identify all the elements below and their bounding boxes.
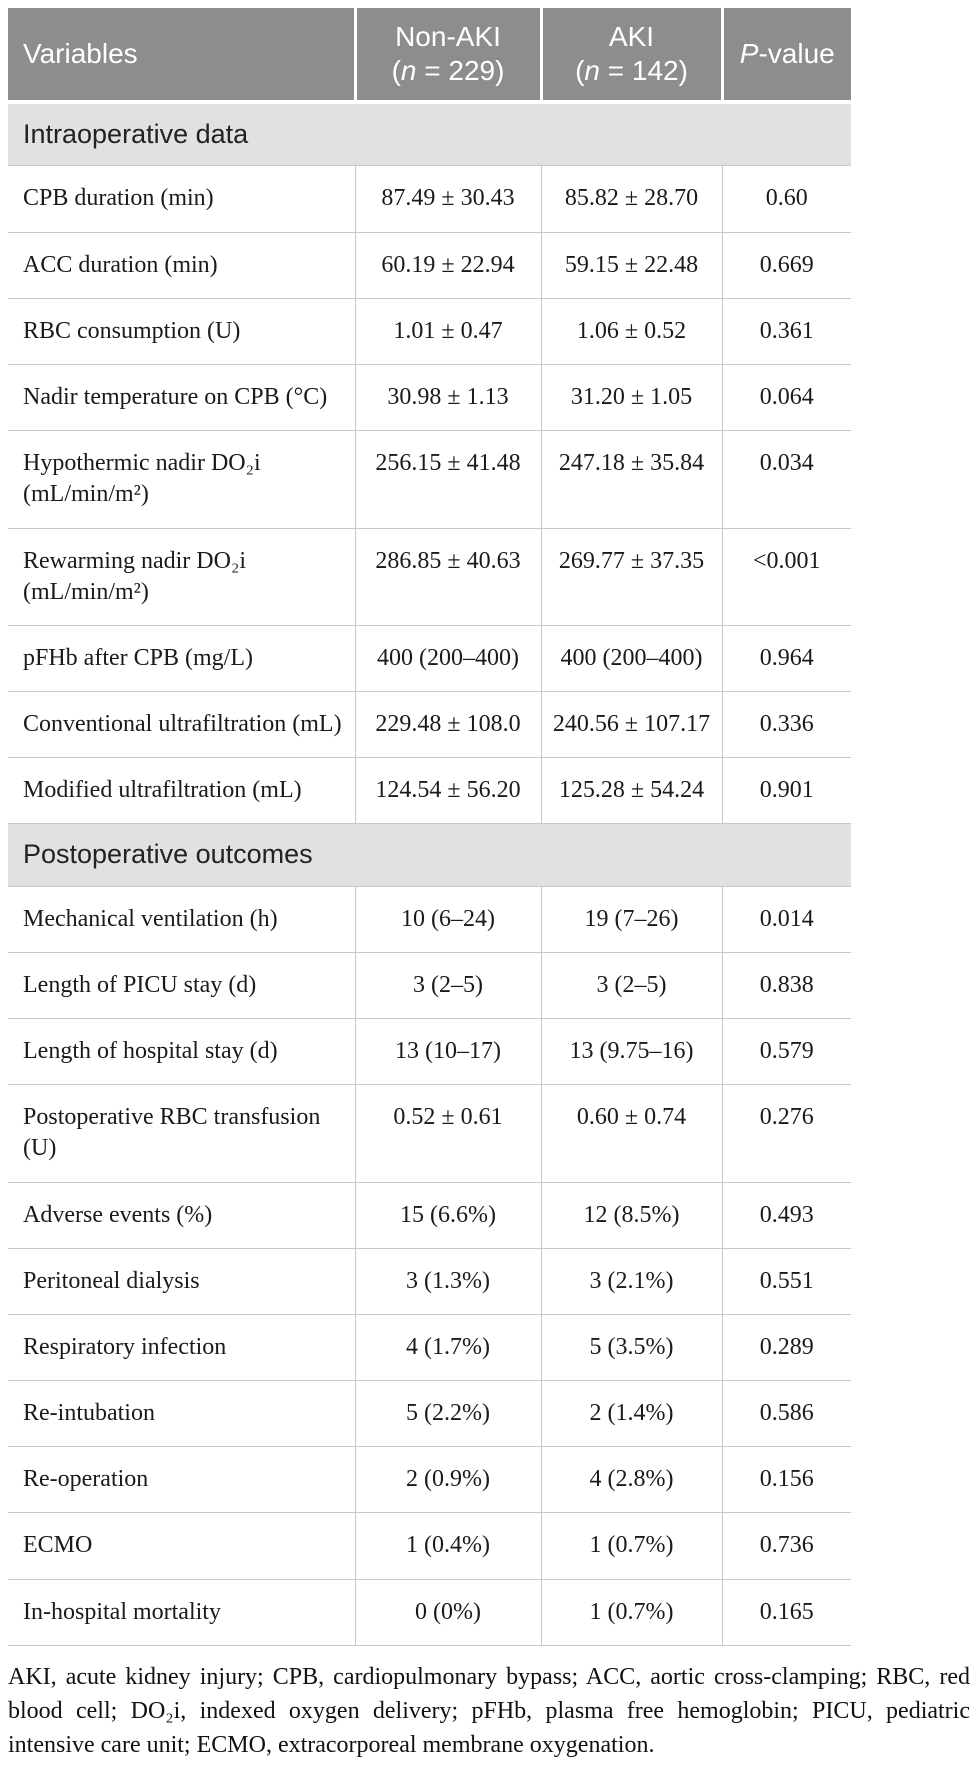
nonaki-value-cell: 10 (6–24) xyxy=(355,886,541,952)
table-row xyxy=(8,886,851,952)
pvalue-cell: <0.001 xyxy=(722,528,851,625)
aki-value-cell: 2 (1.4%) xyxy=(541,1381,722,1447)
header-nonaki-name: Non-AKI xyxy=(395,21,501,52)
pvalue-cell: 0.669 xyxy=(722,232,851,298)
table-row xyxy=(8,364,851,430)
nonaki-value-cell: 229.48 ± 108.0 xyxy=(355,692,541,758)
nonaki-value-cell: 3 (2–5) xyxy=(355,952,541,1018)
pvalue-cell: 0.60 xyxy=(722,166,851,232)
table-row xyxy=(8,1018,851,1084)
variable-cell: Re-operation xyxy=(8,1447,355,1513)
aki-value-cell: 1 (0.7%) xyxy=(541,1513,722,1579)
aki-value-cell: 85.82 ± 28.70 xyxy=(541,166,722,232)
nonaki-value-cell: 4 (1.7%) xyxy=(355,1314,541,1380)
nonaki-value-cell: 0.52 ± 0.61 xyxy=(355,1085,541,1182)
nonaki-value-cell: 0 (0%) xyxy=(355,1579,541,1645)
header-variables-label: Variables xyxy=(23,38,138,70)
nonaki-value-cell: 60.19 ± 22.94 xyxy=(355,232,541,298)
variable-cell: Rewarming nadir DO₂i (mL/min/m²) xyxy=(8,528,355,625)
aki-value-cell: 240.56 ± 107.17 xyxy=(541,692,722,758)
pvalue-cell: 0.336 xyxy=(722,692,851,758)
nonaki-value-cell: 13 (10–17) xyxy=(355,1018,541,1084)
nonaki-value-cell: 1 (0.4%) xyxy=(355,1513,541,1579)
variable-cell: ACC duration (min) xyxy=(8,232,355,298)
variable-cell: In-hospital mortality xyxy=(8,1579,355,1645)
pvalue-cell: 0.579 xyxy=(722,1018,851,1084)
aki-value-cell: 12 (8.5%) xyxy=(541,1182,722,1248)
n-italic: n xyxy=(584,55,600,87)
table-row xyxy=(8,298,851,364)
table-row xyxy=(8,1182,851,1248)
pvalue-cell: 0.838 xyxy=(722,952,851,1018)
variable-cell: ECMO xyxy=(8,1513,355,1579)
pvalue-cell: 0.289 xyxy=(722,1314,851,1380)
aki-value-cell: 4 (2.8%) xyxy=(541,1447,722,1513)
paren-open: ( xyxy=(391,55,401,87)
aki-value-cell: 3 (2–5) xyxy=(541,952,722,1018)
nonaki-value-cell: 87.49 ± 30.43 xyxy=(355,166,541,232)
paren-open: ( xyxy=(575,55,585,87)
table-body xyxy=(8,102,851,1645)
variable-cell: Respiratory infection xyxy=(8,1314,355,1380)
variable-cell: CPB duration (min) xyxy=(8,166,355,232)
section-title: Postoperative outcomes xyxy=(8,824,851,886)
table-row xyxy=(8,1381,851,1447)
nonaki-value-cell: 124.54 ± 56.20 xyxy=(355,758,541,824)
variable-cell: pFHb after CPB (mg/L) xyxy=(8,625,355,691)
header-aki xyxy=(541,8,722,102)
nonaki-value-cell: 256.15 ± 41.48 xyxy=(355,431,541,528)
variable-cell: Hypothermic nadir DO₂i (mL/min/m²) xyxy=(8,431,355,528)
header-aki-name: AKI xyxy=(608,21,655,52)
header-nonaki-n xyxy=(365,54,532,88)
table-row xyxy=(8,1513,851,1579)
variable-cell: Length of PICU stay (d) xyxy=(8,952,355,1018)
pvalue-cell: 0.156 xyxy=(722,1447,851,1513)
variable-cell: Adverse events (%) xyxy=(8,1182,355,1248)
variable-cell: Re-intubation xyxy=(8,1381,355,1447)
variable-cell: Conventional ultrafiltration (mL) xyxy=(8,692,355,758)
pvalue-cell: 0.276 xyxy=(722,1085,851,1182)
n-count: = 229) xyxy=(416,55,505,87)
section-title: Intraoperative data xyxy=(8,102,851,166)
table-row xyxy=(8,1248,851,1314)
pvalue-cell: 0.493 xyxy=(722,1182,851,1248)
section-header-row xyxy=(8,824,851,886)
table-row xyxy=(8,528,851,625)
nonaki-value-cell: 2 (0.9%) xyxy=(355,1447,541,1513)
aki-value-cell: 0.60 ± 0.74 xyxy=(541,1085,722,1182)
header-nonaki xyxy=(355,8,541,102)
table-row xyxy=(8,1314,851,1380)
pvalue-cell: 0.736 xyxy=(722,1513,851,1579)
pvalue-cell: 0.014 xyxy=(722,886,851,952)
pvalue-cell: 0.964 xyxy=(722,625,851,691)
pvalue-cell: 0.034 xyxy=(722,431,851,528)
table-row xyxy=(8,1447,851,1513)
n-count: = 142) xyxy=(599,55,688,87)
p-italic: P xyxy=(739,38,759,70)
variable-cell: RBC consumption (U) xyxy=(8,298,355,364)
pvalue-cell: 0.586 xyxy=(722,1381,851,1447)
aki-value-cell: 125.28 ± 54.24 xyxy=(541,758,722,824)
variable-cell: Mechanical ventilation (h) xyxy=(8,886,355,952)
aki-value-cell: 59.15 ± 22.48 xyxy=(541,232,722,298)
aki-value-cell: 3 (2.1%) xyxy=(541,1248,722,1314)
aki-value-cell: 1 (0.7%) xyxy=(541,1579,722,1645)
variable-cell: Length of hospital stay (d) xyxy=(8,1018,355,1084)
aki-value-cell: 400 (200–400) xyxy=(541,625,722,691)
table-row xyxy=(8,166,851,232)
nonaki-value-cell: 1.01 ± 0.47 xyxy=(355,298,541,364)
aki-value-cell: 5 (3.5%) xyxy=(541,1314,722,1380)
n-italic: n xyxy=(400,55,417,87)
nonaki-value-cell: 286.85 ± 40.63 xyxy=(355,528,541,625)
pvalue-cell: 0.361 xyxy=(722,298,851,364)
aki-value-cell: 31.20 ± 1.05 xyxy=(541,364,722,430)
aki-value-cell: 19 (7–26) xyxy=(541,886,722,952)
header-pvalue xyxy=(722,8,851,102)
variable-cell: Nadir temperature on CPB (°C) xyxy=(8,364,355,430)
table-row xyxy=(8,232,851,298)
table-row xyxy=(8,1085,851,1182)
nonaki-value-cell: 3 (1.3%) xyxy=(355,1248,541,1314)
header-aki-n xyxy=(551,54,713,88)
clinical-outcomes-table xyxy=(8,8,851,1646)
table-row xyxy=(8,431,851,528)
aki-value-cell: 269.77 ± 37.35 xyxy=(541,528,722,625)
pvalue-cell: 0.551 xyxy=(722,1248,851,1314)
section-header-row xyxy=(8,102,851,166)
aki-value-cell: 13 (9.75–16) xyxy=(541,1018,722,1084)
table-row xyxy=(8,625,851,691)
table-row xyxy=(8,758,851,824)
nonaki-value-cell: 5 (2.2%) xyxy=(355,1381,541,1447)
table-row xyxy=(8,1579,851,1645)
p-rest: -value xyxy=(758,38,835,70)
variable-cell: Peritoneal dialysis xyxy=(8,1248,355,1314)
aki-value-cell: 247.18 ± 35.84 xyxy=(541,431,722,528)
variable-cell: Postoperative RBC transfusion (U) xyxy=(8,1085,355,1182)
table-row xyxy=(8,952,851,1018)
table-header-row xyxy=(8,8,851,102)
header-variables xyxy=(8,8,355,102)
pvalue-cell: 0.165 xyxy=(722,1579,851,1645)
aki-value-cell: 1.06 ± 0.52 xyxy=(541,298,722,364)
pvalue-cell: 0.901 xyxy=(722,758,851,824)
nonaki-value-cell: 400 (200–400) xyxy=(355,625,541,691)
pvalue-cell: 0.064 xyxy=(722,364,851,430)
nonaki-value-cell: 30.98 ± 1.13 xyxy=(355,364,541,430)
table-footnote: AKI, acute kidney injury; CPB, cardiopulmonary bypass; ACC, aortic cross-clamping; RBC, red blood cell; DO₂i, indexed oxygen delivery; pFHb, plasma free hemoglobin; PICU, pediatric intensive care unit; ECMO, extracorporeal membrane oxygenation. xyxy=(8,1663,970,1758)
table-row xyxy=(8,692,851,758)
variable-cell: Modified ultrafiltration (mL) xyxy=(8,758,355,824)
nonaki-value-cell: 15 (6.6%) xyxy=(355,1182,541,1248)
